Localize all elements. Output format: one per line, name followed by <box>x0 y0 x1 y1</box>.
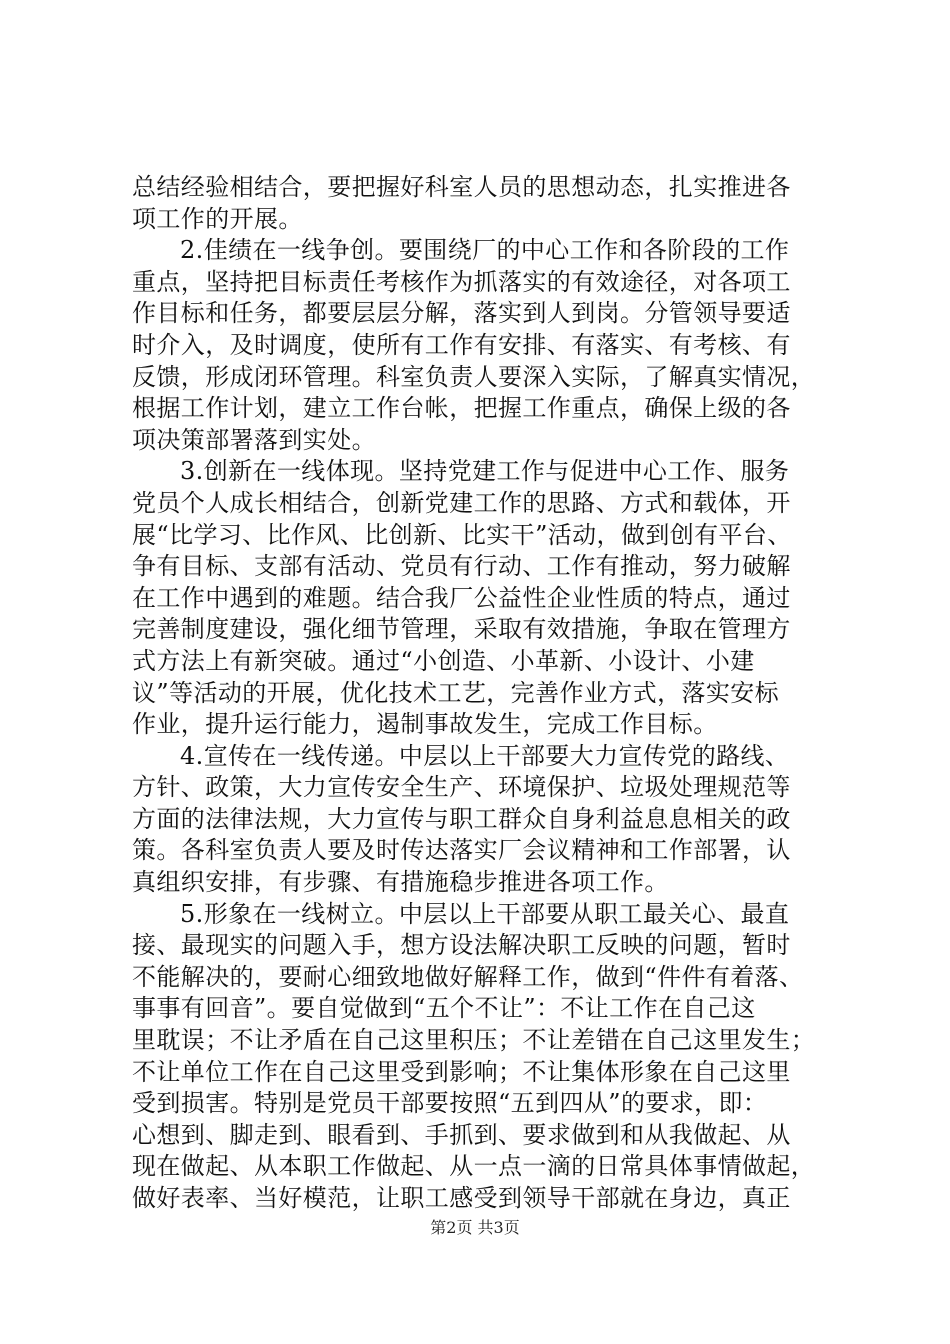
text-line: 方针、政策，大力宣传安全生产、环境保护、垃圾处理规范等 <box>132 773 791 802</box>
text-line: 在工作中遇到的难题。结合我厂公益性企业性质的特点，通过 <box>132 583 791 612</box>
document-body <box>132 172 840 1215</box>
text-line: 重点，坚持把目标责任考核作为抓落实的有效途径，对各项工 <box>132 267 791 296</box>
text-line: 时介入，及时调度，使所有工作有安排、有落实、有考核、有 <box>132 330 791 359</box>
text-line: 方面的法律法规，大力宣传与职工群众自身利益息息相关的政 <box>132 804 791 833</box>
text-line: 总结经验相结合，要把握好科室人员的思想动态，扎实推进各 <box>132 173 791 201</box>
text-line: 作目标和任务，都要层层分解，落实到人到岗。分管领导要适 <box>132 299 791 328</box>
text-line: 现在做起、从本职工作做起、从一点一滴的日常具体事情做起， <box>132 1152 816 1181</box>
text-line: 完善制度建设，强化细节管理，采取有效措施，争取在管理方 <box>132 615 791 644</box>
text-line: 受到损害。特别是党员干部要按照“五到四从”的要求，即： <box>132 1089 768 1118</box>
text-line: 接、最现实的问题入手，想方设法解决职工反映的问题，暂时 <box>132 931 791 960</box>
text-line: 式方法上有新突破。通过“小创造、小革新、小设计、小建 <box>132 646 755 675</box>
text-line: 真组织安排，有步骤、有措施稳步推进各项工作。 <box>132 868 669 897</box>
text-line: 项工作的开展。 <box>132 204 303 233</box>
page-number-footer: 第2页 共3页 <box>430 1218 520 1237</box>
text-line: 项决策部署落到实处。 <box>132 425 376 454</box>
paragraph-start-line: 5.形象在一线树立。中层以上干部要从职工最关心、最直 <box>180 899 790 928</box>
text-line: 争有目标、支部有活动、党员有行动、工作有推动，努力破解 <box>132 552 791 581</box>
paragraph-start-line: 3.创新在一线体现。坚持党建工作与促进中心工作、服务 <box>180 457 790 486</box>
paragraph-start-line: 2.佳绩在一线争创。要围绕厂的中心工作和各阶段的工作 <box>180 236 790 265</box>
text-line: 做好表率、当好模范，让职工感受到领导干部就在身边，真正 <box>132 1184 791 1212</box>
text-line: 反馈，形成闭环管理。科室负责人要深入实际，了解真实情况， <box>132 362 816 391</box>
text-line: 策。各科室负责人要及时传达落实厂会议精神和工作部署，认 <box>132 836 791 865</box>
text-line: 不让单位工作在自己这里受到影响；不让集体形象在自己这里 <box>132 1057 791 1086</box>
text-line: 党员个人成长相结合，创新党建工作的思路、方式和载体，开 <box>132 488 791 517</box>
text-line: 作业，提升运行能力，遏制事故发生，完成工作目标。 <box>132 710 718 739</box>
text-line: 心想到、脚走到、眼看到、手抓到、要求做到和从我做起、从 <box>132 1120 791 1149</box>
text-line: 展“比学习、比作风、比创新、比实干”活动，做到创有平台、 <box>132 520 792 549</box>
text-line: 不能解决的，要耐心细致地做好解释工作，做到“件件有着落、 <box>132 962 804 991</box>
text-line: 里耽误；不让矛盾在自己这里积压；不让差错在自己这里发生； <box>132 1026 816 1055</box>
paragraph-start-line: 4.宣传在一线传递。中层以上干部要大力宣传党的路线、 <box>180 741 790 770</box>
text-line: 根据工作计划，建立工作台帐，把握工作重点，确保上级的各 <box>132 394 791 423</box>
text-line: 事事有回音”。要自觉做到“五个不让”：不让工作在自己这 <box>132 994 756 1023</box>
text-line: 议”等活动的开展，优化技术工艺，完善作业方式，落实安标 <box>132 678 780 707</box>
